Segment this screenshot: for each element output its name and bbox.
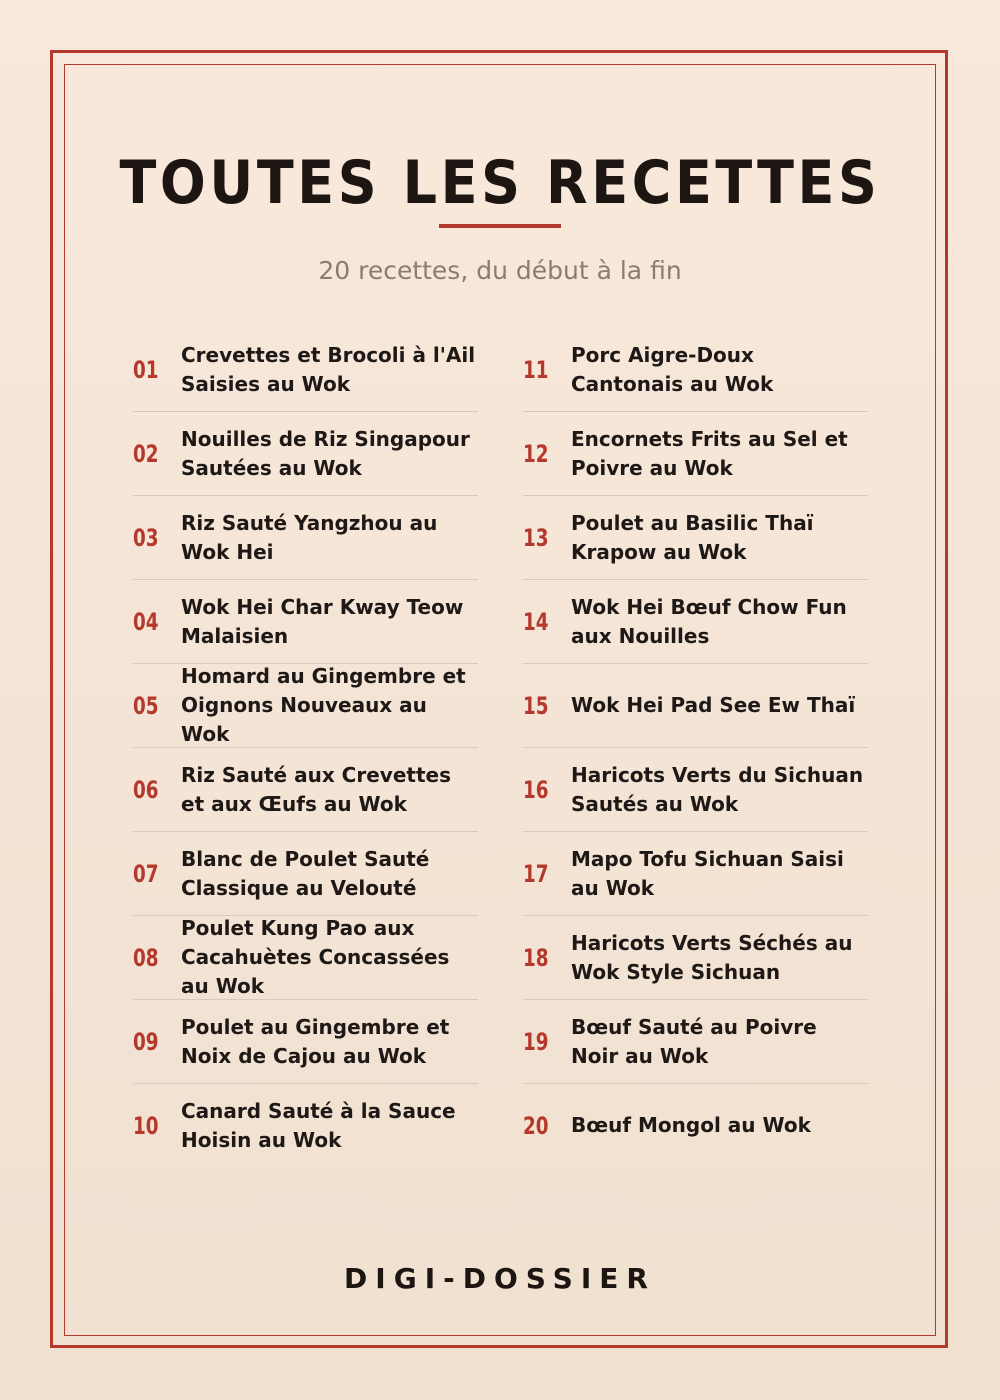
recipe-name: Poulet au Basilic Thaï Krapow au Wok [571, 510, 814, 564]
brand-footer: DIGI-DOSSIER [344, 1262, 656, 1295]
recipe-number: 08 [133, 943, 159, 972]
recipe-number: 14 [523, 607, 549, 636]
recipe-item[interactable] [133, 328, 478, 412]
recipe-number: 01 [133, 355, 159, 384]
recipe-name: Wok Hei Char Kway Teow Malaisien [181, 594, 464, 648]
recipe-item[interactable] [523, 412, 868, 496]
recipe-item[interactable] [523, 748, 868, 832]
recipe-name: Homard au Gingembre et Oignons Nouveaux au Wok [181, 664, 466, 746]
recipe-number: 03 [133, 523, 159, 552]
recipe-number: 12 [523, 439, 549, 468]
recipe-name: Haricots Verts du Sichuan Sautés au Wok [571, 762, 864, 816]
recipe-list-left [133, 328, 478, 1167]
recipe-name: Wok Hei Pad See Ew Thaï [571, 693, 856, 717]
recipe-name: Riz Sauté aux Crevettes et aux Œufs au Wok [181, 762, 451, 816]
title-underline [439, 224, 561, 228]
recipe-item[interactable] [133, 832, 478, 916]
recipe-number: 02 [133, 439, 159, 468]
recipe-number: 15 [523, 691, 549, 720]
recipe-name: Poulet au Gingembre et Noix de Cajou au Wok [181, 1014, 450, 1068]
recipe-number: 06 [133, 775, 159, 804]
recipe-item[interactable] [133, 664, 478, 748]
recipe-number: 07 [133, 859, 159, 888]
recipe-item[interactable] [523, 328, 868, 412]
recipe-name: Porc Aigre-Doux Cantonais au Wok [571, 342, 774, 396]
recipe-name: Poulet Kung Pao aux Cacahuètes Concassées au Wok [181, 916, 450, 998]
recipe-name: Nouilles de Riz Singapour Sautées au Wok [181, 426, 470, 480]
recipe-number: 16 [523, 775, 549, 804]
recipe-item[interactable] [523, 832, 868, 916]
recipe-name: Canard Sauté à la Sauce Hoisin au Wok [181, 1098, 456, 1152]
recipe-item[interactable] [523, 496, 868, 580]
recipe-number: 09 [133, 1027, 159, 1056]
recipe-item[interactable] [523, 1084, 868, 1167]
page-title: TOUTES LES RECETTES [119, 148, 881, 218]
recipe-list-right [523, 328, 868, 1167]
recipe-item[interactable] [523, 580, 868, 664]
recipe-name: Bœuf Mongol au Wok [571, 1113, 811, 1137]
recipe-item[interactable] [133, 496, 478, 580]
recipe-item[interactable] [523, 664, 868, 748]
recipe-item[interactable] [133, 748, 478, 832]
recipe-name: Encornets Frits au Sel et Poivre au Wok [571, 426, 848, 480]
recipe-number: 11 [523, 355, 549, 384]
recipe-item[interactable] [133, 412, 478, 496]
recipe-name: Riz Sauté Yangzhou au Wok Hei [181, 510, 438, 564]
recipe-number: 19 [523, 1027, 549, 1056]
recipe-number: 13 [523, 523, 549, 552]
recipe-number: 04 [133, 607, 159, 636]
recipe-item[interactable] [523, 1000, 868, 1084]
recipe-item[interactable] [133, 1084, 478, 1167]
recipe-number: 05 [133, 691, 159, 720]
recipe-name: Blanc de Poulet Sauté Classique au Velouté [181, 846, 430, 900]
recipe-item[interactable] [133, 580, 478, 664]
recipe-number: 18 [523, 943, 549, 972]
recipe-number: 17 [523, 859, 549, 888]
recipe-number: 20 [523, 1111, 549, 1140]
recipe-item[interactable] [133, 1000, 478, 1084]
recipe-name: Bœuf Sauté au Poivre Noir au Wok [571, 1014, 817, 1068]
recipe-name: Haricots Verts Séchés au Wok Style Sichuan [571, 930, 853, 984]
recipe-item[interactable] [523, 916, 868, 1000]
recipe-name: Mapo Tofu Sichuan Saisi au Wok [571, 846, 844, 900]
recipe-item[interactable] [133, 916, 478, 1000]
page-subtitle: 20 recettes, du début à la fin [318, 256, 682, 285]
recipe-name: Wok Hei Bœuf Chow Fun aux Nouilles [571, 594, 847, 648]
recipe-number: 10 [133, 1111, 159, 1140]
recipe-name: Crevettes et Brocoli à l'Ail Saisies au Wok [181, 342, 476, 396]
